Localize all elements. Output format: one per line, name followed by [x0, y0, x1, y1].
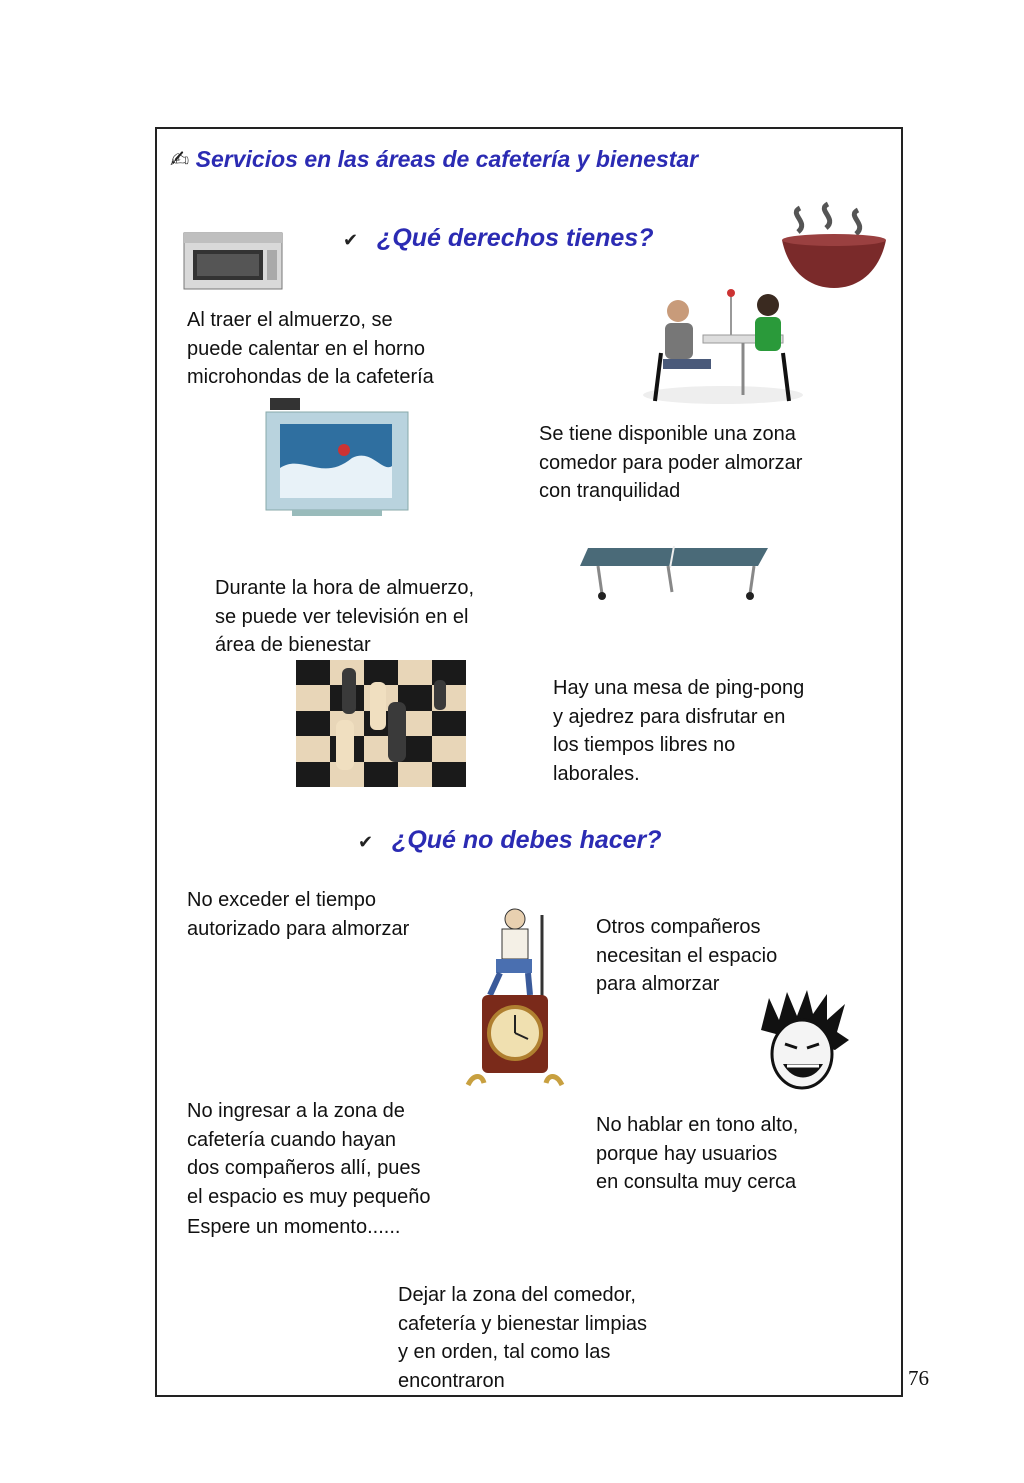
rights-text-3: Durante la hora de almuerzo, se puede ver televisión en el área de bienestar	[215, 577, 475, 656]
man-on-clock-image	[460, 905, 570, 1090]
couple-dining-image	[603, 283, 803, 408]
rights-text-1: Al traer el almuerzo, se puede calentar en el horno microhondas de la cafetería	[187, 309, 434, 388]
soup-bowl-image	[780, 200, 888, 292]
rights-text-2: Se tiene disponible una zona comedor para poder almorzar con tranquilidad	[539, 423, 803, 502]
pencil-hand-icon: ✍	[170, 147, 190, 173]
check-mark-icon: ✔	[358, 832, 374, 853]
donts-heading: ✔ ¿Qué no debes hacer?	[358, 826, 662, 854]
screaming-face-image	[755, 990, 850, 1095]
section-title: ✍ Servicios en las áreas de cafetería y bienestar	[170, 146, 699, 173]
rights-heading: ✔ ¿Qué derechos tienes?	[343, 224, 654, 252]
donts-text-2: Otros compañeros necesitan el espacio para almorzar	[596, 916, 778, 995]
donts-text-4: No hablar en tono alto, porque hay usuarios en consulta muy cerca	[596, 1114, 799, 1193]
rights-text-4: Hay una mesa de ping-pong y ajedrez para disfrutar en los tiempos libres no laborales.	[553, 677, 805, 785]
page-number: 76	[908, 1366, 929, 1390]
donts-text-1: No exceder el tiempo autorizado para almorzar	[187, 889, 410, 940]
check-mark-icon: ✔	[343, 230, 359, 251]
donts-text-5: Dejar la zona del comedor, cafetería y bienestar limpias y en orden, tal como las encontraron	[398, 1284, 648, 1392]
chess-board-image	[296, 660, 466, 787]
donts-text-3: No ingresar a la zona de cafetería cuando hayan dos compañeros allí, pues el espacio es muy pequeño Espere un momento......	[187, 1100, 431, 1238]
television-image	[262, 398, 412, 520]
ping-pong-table-image	[578, 542, 778, 602]
microwave-image	[183, 232, 283, 290]
